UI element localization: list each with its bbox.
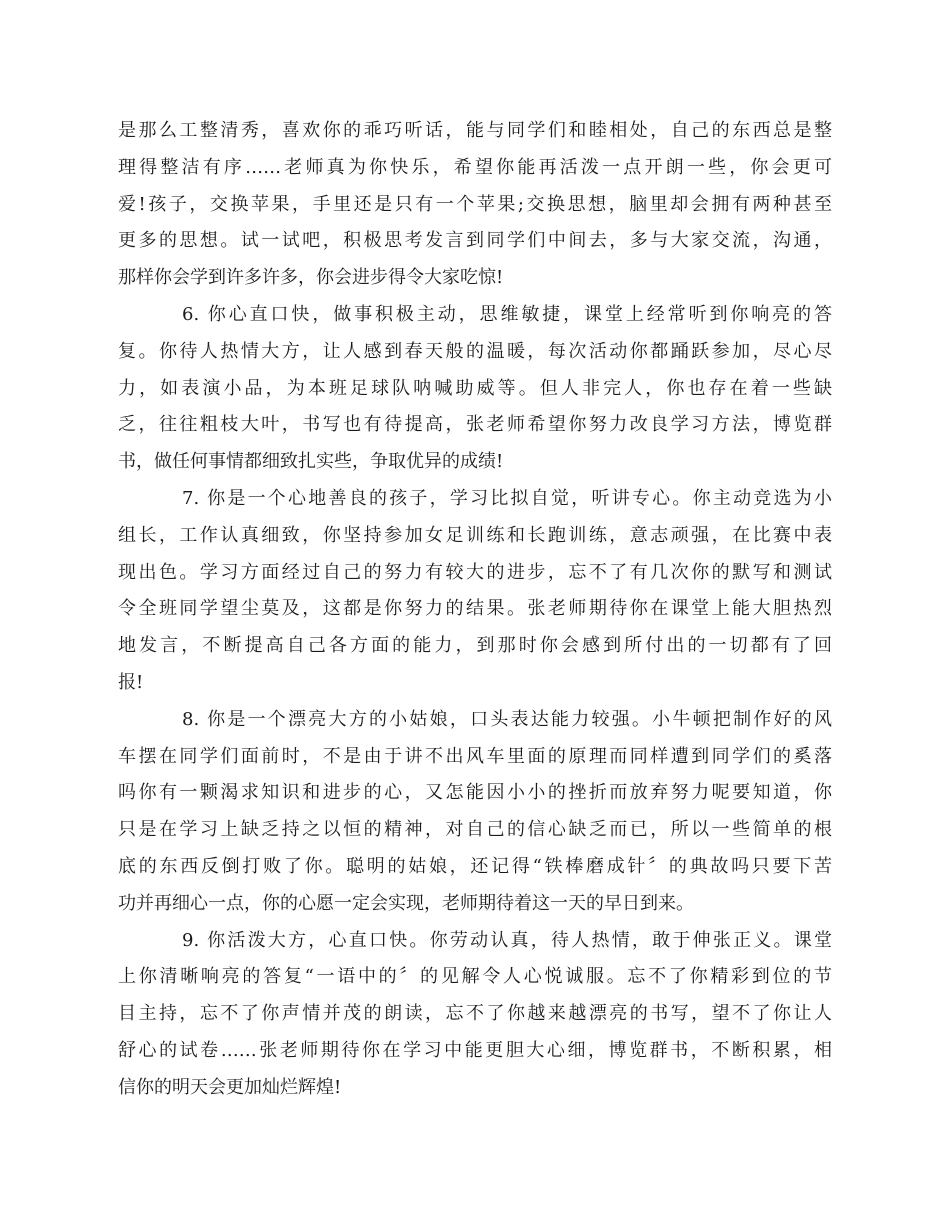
text-line: 是那么工整清秀，喜欢你的乖巧听话，能与同学们和睦相处，自己的东西总是整 (118, 120, 832, 141)
text-line: 复。你待人热情大方，让人感到春天般的温暖，每次活动你都踊跃参加，尽心尽 (118, 340, 832, 362)
text-line: 令全班同学望尘莫及，这都是你努力的结果。张老师期待你在课堂上能大胆热烈 (118, 598, 832, 620)
text-line: 理得整洁有序……老师真为你快乐，希望你能再活泼一点开朗一些，你会更可 (118, 156, 832, 178)
text-line: 8. 你是一个漂亮大方的小姑娘，口头表达能力较强。小牛顿把制作好的风 (182, 708, 832, 730)
text-line: 车摆在同学们面前时，不是由于讲不出风车里面的原理而同样遭到同学们的奚落 (118, 745, 832, 767)
text-line: 信你的明天会更加灿烂辉煌! (118, 1076, 342, 1098)
text-line: 爱!孩子，交换苹果，手里还是只有一个苹果;交换思想，脑里却会拥有两种甚至 (118, 193, 832, 215)
text-line: 乏，往往粗枝大叶，书写也有待提高，张老师希望你努力改良学习方法，博览群 (118, 414, 832, 436)
text-line: 吗你有一颗渴求知识和进步的心，又怎能因小小的挫折而放弃努力呢要知道，你 (118, 782, 832, 804)
text-line: 现出色。学习方面经过自己的努力有较大的进步，忘不了有几次你的默写和测试 (118, 561, 832, 583)
text-line: 更多的思想。试一试吧，积极思考发言到同学们中间去，多与大家交流，沟通， (118, 230, 832, 252)
text-line: 力，如表演小品，为本班足球队呐喊助威等。但人非完人，你也存在着一些缺 (118, 377, 832, 399)
text-line: 那样你会学到许多许多，你会进步得令大家吃惊! (118, 267, 504, 289)
text-line: 目主持，忘不了你声情并茂的朗读，忘不了你越来越漂亮的书写，望不了你让人 (118, 1003, 832, 1025)
text-line: 舒心的试卷……张老师期待你在学习中能更胆大心细，博览群书，不断积累，相 (118, 1039, 832, 1061)
document-page (118, 113, 832, 1107)
text-line: 7. 你是一个心地善良的孩子，学习比拟自觉，听讲专心。你主动竞选为小 (182, 487, 832, 509)
text-line: 上你清晰响亮的答复“一语中的〞的见解令人心悦诚服。忘不了你精彩到位的节 (118, 966, 832, 988)
text-line: 9. 你活泼大方，心直口快。你劳动认真，待人热情，敢于伸张正义。课堂 (182, 929, 832, 951)
text-line: 底的东西反倒打败了你。聪明的姑娘，还记得“铁棒磨成针〞的典故吗只要下苦 (118, 855, 832, 877)
text-line: 6. 你心直口快，做事积极主动，思维敏捷，课堂上经常听到你响亮的答 (182, 303, 832, 325)
text-line: 组长，工作认真细致，你坚持参加女足训练和长跑训练，意志顽强，在比赛中表 (118, 524, 832, 546)
text-line: 功并再细心一点，你的心愿一定会实现，老师期待着这一天的早日到来。 (118, 892, 694, 914)
text-line: 书，做任何事情都细致扎实些，争取优异的成绩! (118, 451, 504, 473)
text-line: 只是在学习上缺乏持之以恒的精神，对自己的信心缺乏而已，所以一些简单的根 (118, 819, 832, 841)
text-line: 报! (118, 671, 144, 693)
text-line: 地发言，不断提高自己各方面的能力，到那时你会感到所付出的一切都有了回 (118, 635, 832, 657)
